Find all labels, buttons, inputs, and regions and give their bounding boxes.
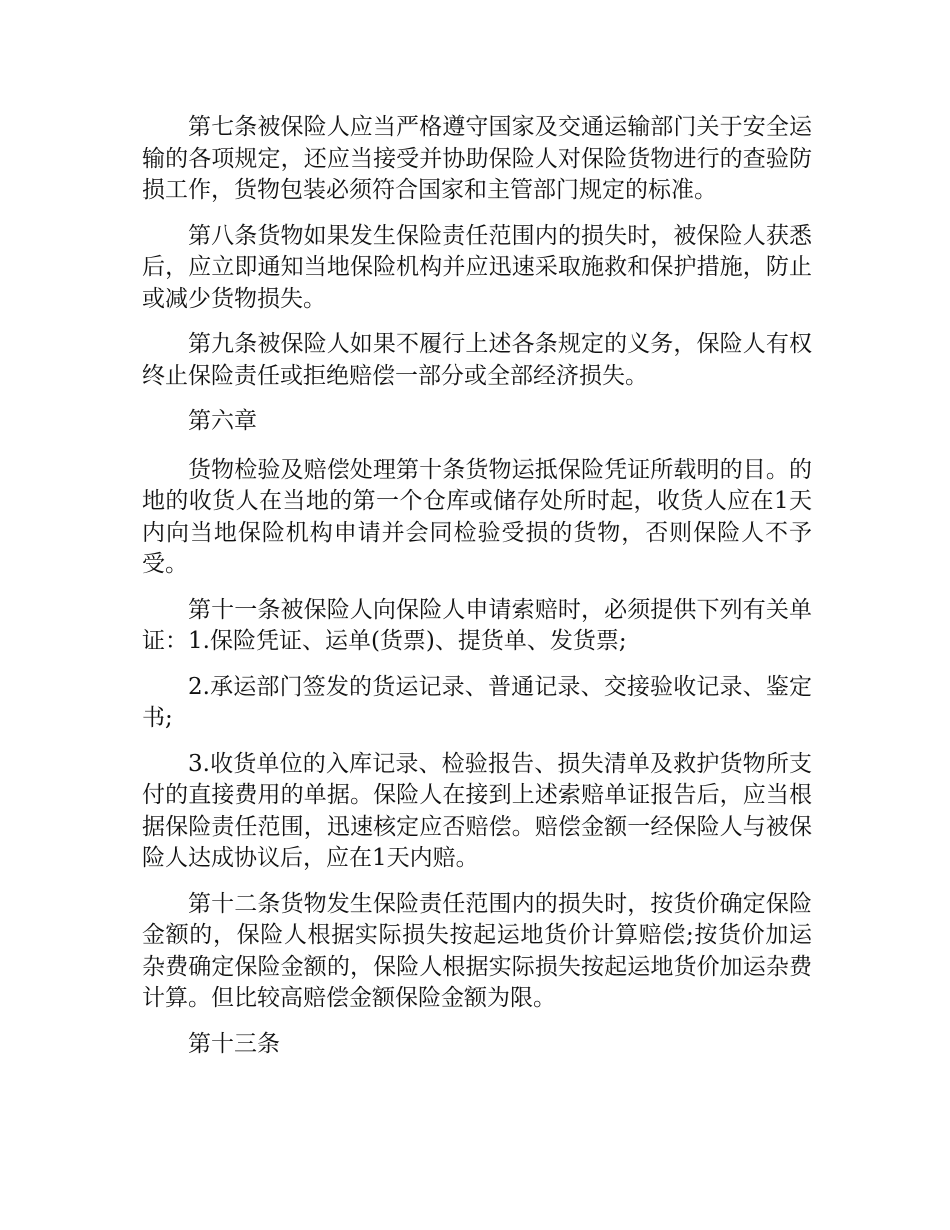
chapter-6-heading: 第六章	[188, 408, 257, 434]
article-9-paragraph: 第九条被保险人如果不履行上述各条规定的义务，保险人有权终止保险责任或拒绝赔偿一部分或全部经济损失。	[142, 331, 812, 389]
article-11-item-2: 2.承运部门签发的货运记录、普通记录、交接验收记录、鉴定书;	[142, 673, 812, 731]
article-7-paragraph: 第七条被保险人应当严格遵守国家及交通运输部门关于安全运输的各项规定，还应当接受并协助保险人对保险货物进行的查验防损工作，货物包装必须符合国家和主管部门规定的标准。	[142, 114, 812, 203]
article-11-item-3: 3.收货单位的入库记录、检验报告、损失清单及救护货物所支付的直接费用的单据。保险人在接到上述索赔单证报告后，应当根据保险责任范围，迅速核定应否赔偿。赔偿金额一经保险人与被保险人达成协议后，应在1天内赔。	[142, 750, 812, 871]
article-10-paragraph: 货物检验及赔偿处理第十条货物运抵保险凭证所载明的目。的地的收货人在当地的第一个仓库或储存处所时起，收货人应在1天内向当地保险机构申请并会同检验受损的货物，否则保险人不予受。	[142, 456, 812, 577]
article-8-paragraph: 第八条货物如果发生保险责任范围内的损失时，被保险人获悉后，应立即通知当地保险机构并应迅速采取施救和保护措施，防止或减少货物损失。	[142, 222, 812, 312]
article-12-paragraph: 第十二条货物发生保险责任范围内的损失时，按货价确定保险金额的，保险人根据实际损失按起运地货价计算赔偿;按货价加运杂费确定保险金额的，保险人根据实际损失按起运地货价加运杂费计算。但比较高赔偿金额保险金额为限。	[142, 890, 812, 1011]
document-body	[142, 112, 812, 1074]
article-11-paragraph: 第十一条被保险人向保险人申请索赔时，必须提供下列有关单证：1.保险凭证、运单(货票)、提货单、发货票;	[142, 596, 812, 654]
article-13-heading: 第十三条	[188, 1030, 280, 1057]
